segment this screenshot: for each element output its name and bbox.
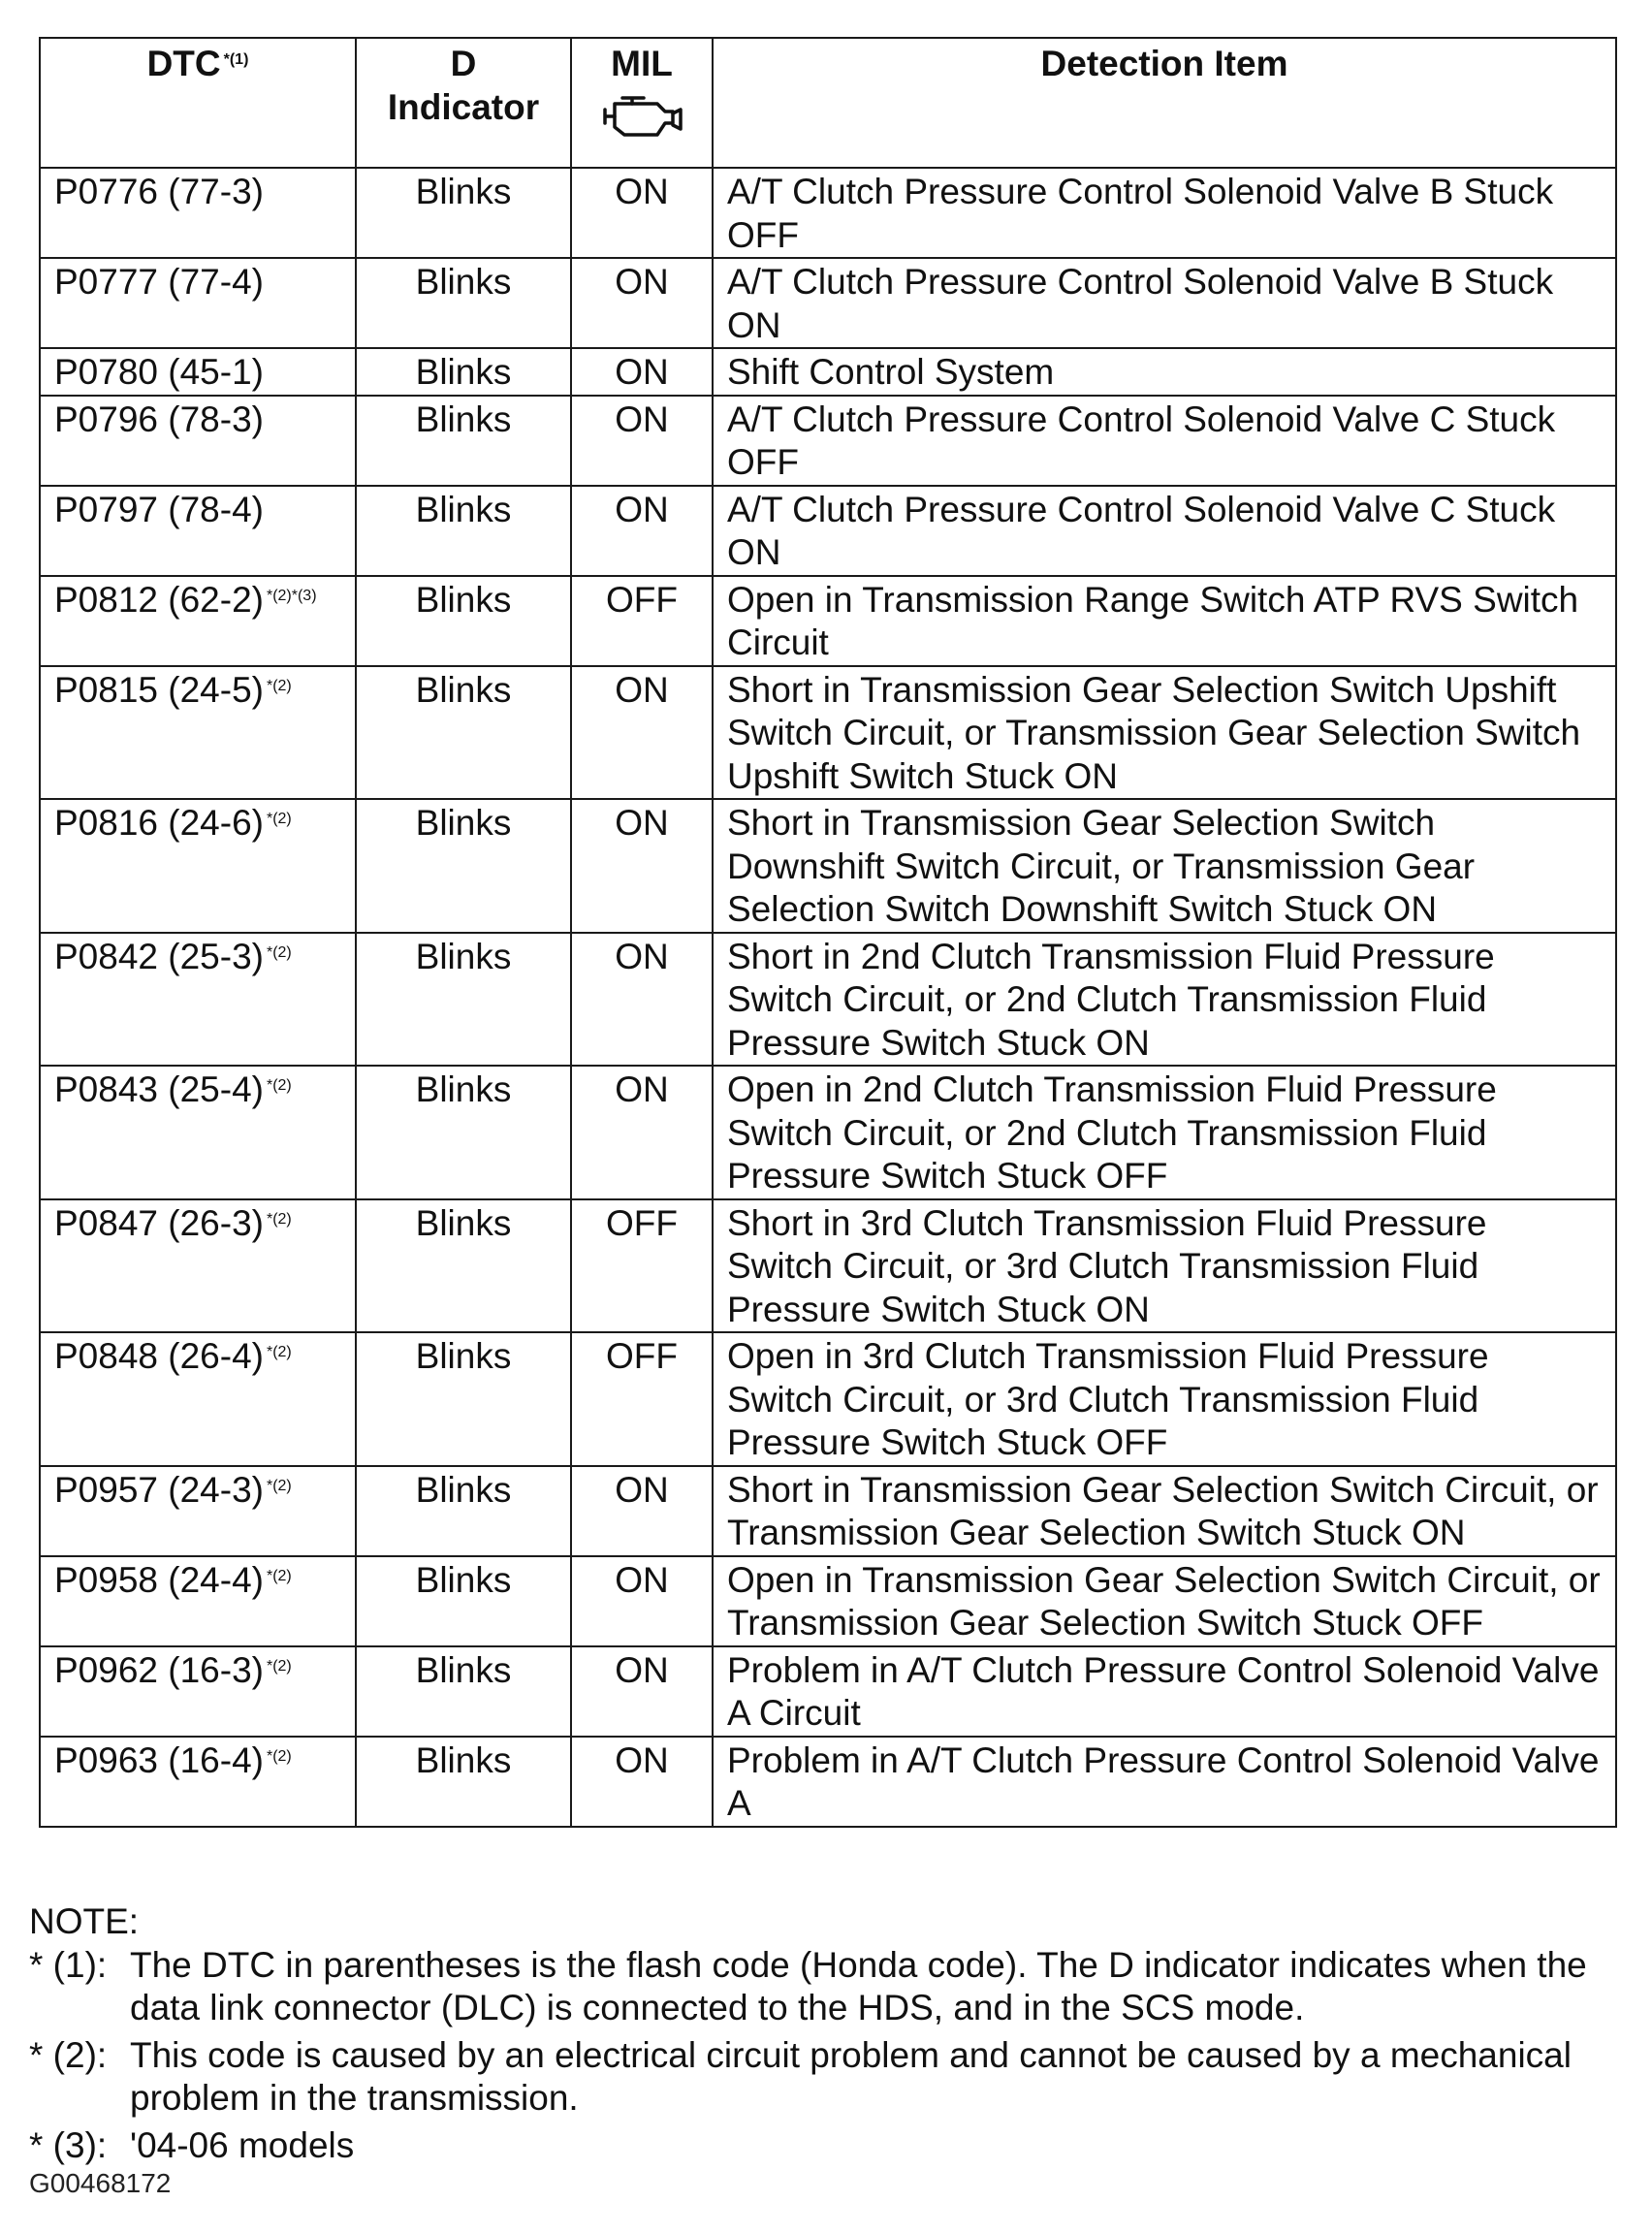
detection-item-cell-text: Open in 2nd Clutch Transmission Fluid Pressure Switch Circuit, or 2nd Clutch Transmission Fluid Pressure Switch Stuck OFF [727,1069,1497,1196]
mil-cell [571,933,713,1067]
dtc-cell-text: P0848 (26-4) [54,1336,264,1376]
mil-cell-text: ON [615,172,669,211]
footnote-ref: *(2) [266,1210,292,1228]
mil-cell [571,258,713,348]
mil-cell-text: ON [615,803,669,843]
dtc-cell-text: P0776 (77-3) [54,172,264,211]
header-mil [571,38,713,168]
d-indicator-cell [356,1646,571,1737]
dtc-cell [40,576,356,666]
dtc-cell [40,1646,356,1737]
d-indicator-cell-text: Blinks [415,489,512,529]
dtc-cell-text: P0815 (24-5) [54,669,264,710]
detection-item-cell [713,1466,1616,1556]
table-row [40,168,1616,258]
dtc-cell [40,396,356,486]
note-marker: * (2): [29,2034,108,2075]
mil-cell [571,1466,713,1556]
detection-item-cell [713,1737,1616,1827]
table-row [40,1066,1616,1199]
footnote-ref: *(2) [266,1077,292,1094]
d-indicator-cell [356,1332,571,1466]
d-indicator-cell [356,1199,571,1333]
dtc-cell-text: P0796 (78-3) [54,399,264,439]
dtc-cell-text: P0962 (16-3) [54,1649,264,1690]
detection-item-cell-text: Shift Control System [727,352,1055,392]
footnote-ref: *(2) [266,1567,292,1584]
d-indicator-cell-text: Blinks [415,669,512,710]
table-row [40,1199,1616,1333]
d-indicator-cell-text: Blinks [415,579,512,620]
d-indicator-cell [356,396,571,486]
detection-item-cell-text: Open in Transmission Range Switch ATP RVS Switch Circuit [727,579,1579,662]
detection-item-cell-text: Short in Transmission Gear Selection Switch Downshift Switch Circuit, or Transmission Gear Selection Switch Downshift Switch Stuck ON [727,803,1476,929]
mil-cell [571,576,713,666]
table-row [40,1466,1616,1556]
table-row [40,396,1616,486]
footnote-ref: *(2) [266,943,292,961]
mil-cell [571,1737,713,1827]
dtc-cell-text: P0780 (45-1) [54,352,264,392]
d-indicator-cell [356,1066,571,1199]
footnote-ref: *(2) [266,1657,292,1675]
note-text: This code is caused by an electrical circuit problem and cannot be caused by a mechanical problem in the transmission. [130,2034,1572,2118]
detection-item-cell-text: Short in 3rd Clutch Transmission Fluid Pressure Switch Circuit, or 3rd Clutch Transmission Fluid Pressure Switch Stuck ON [727,1202,1487,1329]
dtc-cell [40,258,356,348]
table-row [40,576,1616,666]
d-indicator-cell-text: Blinks [415,936,512,976]
dtc-cell-text: P0812 (62-2) [54,579,264,620]
d-indicator-cell [356,1466,571,1556]
footnote-ref: *(2) [266,1344,292,1360]
header-dtc-label: DTC [146,44,221,83]
note-item [29,2034,1629,2121]
dtc-cell [40,1466,356,1556]
d-indicator-cell [356,486,571,576]
notes-section [29,1900,1629,2167]
detection-item-cell [713,576,1616,666]
mil-cell-text: OFF [606,1202,678,1243]
dtc-cell [40,348,356,396]
dtc-table [39,37,1617,1828]
mil-cell [571,799,713,933]
mil-cell-text: ON [615,489,669,529]
note-text: The DTC in parentheses is the flash code (Honda code). The D indicator indicates when the data link connector (DLC) is connected to the HDS, and in the SCS mode. [130,1944,1587,2027]
table-row [40,799,1616,933]
note-item [29,2124,1629,2168]
d-indicator-cell [356,168,571,258]
note-text: '04-06 models [130,2124,355,2165]
note-marker: * (1): [29,1944,108,1985]
d-indicator-cell-text: Blinks [415,803,512,843]
mil-cell-text: OFF [606,1336,678,1376]
dtc-cell [40,486,356,576]
figure-id: G00468172 [29,2168,172,2198]
d-indicator-cell-text: Blinks [415,1336,512,1376]
header-d-indicator: D Indicator [356,38,571,168]
d-indicator-cell [356,576,571,666]
detection-item-cell [713,258,1616,348]
dtc-table-body [40,168,1616,1827]
table-header-row [40,38,1616,168]
dtc-cell [40,799,356,933]
detection-item-cell [713,666,1616,800]
notes-title: NOTE: [29,1901,140,1941]
footnote-ref: *(2) [266,1477,292,1494]
footnote-ref: *(2) [266,1747,292,1765]
dtc-cell-text: P0958 (24-4) [54,1559,264,1600]
mil-cell-text: ON [615,1649,669,1690]
detection-item-cell [713,933,1616,1067]
d-indicator-cell [356,933,571,1067]
detection-item-cell-text: Short in 2nd Clutch Transmission Fluid Pressure Switch Circuit, or 2nd Clutch Transmission Fluid Pressure Switch Stuck ON [727,936,1495,1063]
mil-cell-text: ON [615,936,669,976]
detection-item-cell-text: Problem in A/T Clutch Pressure Control Solenoid Valve A Circuit [727,1649,1600,1733]
dtc-cell-text: P0963 (16-4) [54,1739,264,1780]
mil-cell [571,348,713,396]
detection-item-cell [713,1556,1616,1646]
mil-cell [571,1199,713,1333]
table-row [40,348,1616,396]
dtc-cell-text: P0847 (26-3) [54,1202,264,1243]
mil-cell [571,666,713,800]
detection-item-cell-text: Short in Transmission Gear Selection Switch Upshift Switch Circuit, or Transmission Gear Selection Switch Upshift Switch Stuck ON [727,669,1581,796]
detection-item-cell [713,168,1616,258]
mil-cell-text: OFF [606,579,678,620]
table-row [40,1737,1616,1827]
dtc-cell-text: P0842 (25-3) [54,936,264,976]
detection-item-cell [713,486,1616,576]
mil-cell-text: ON [615,1069,669,1109]
note-marker: * (3): [29,2124,108,2165]
detection-item-cell-text: Short in Transmission Gear Selection Switch Circuit, or Transmission Gear Selection Switch Stuck ON [727,1469,1599,1552]
mil-cell [571,1332,713,1466]
d-indicator-cell-text: Blinks [415,1559,512,1600]
d-indicator-cell [356,799,571,933]
detection-item-cell [713,1332,1616,1466]
note-item [29,1944,1629,2030]
mil-cell [571,1066,713,1199]
mil-cell-text: ON [615,352,669,392]
mil-cell [571,168,713,258]
mil-cell [571,486,713,576]
detection-item-cell-text: A/T Clutch Pressure Control Solenoid Valve B Stuck ON [727,262,1554,345]
dtc-cell-text: P0797 (78-4) [54,489,264,529]
header-detection-item: Detection Item [713,38,1616,168]
mil-cell-text: ON [615,399,669,439]
d-indicator-cell-text: Blinks [415,352,512,392]
d-indicator-cell-text: Blinks [415,399,512,439]
table-row [40,1556,1616,1646]
dtc-cell [40,1199,356,1333]
header-mil-label: MIL [611,44,673,83]
footnote-ref: *(2)*(3) [266,587,317,604]
d-indicator-cell [356,666,571,800]
detection-item-cell [713,348,1616,396]
d-indicator-cell [356,258,571,348]
dtc-cell [40,1332,356,1466]
table-row [40,1332,1616,1466]
table-row [40,933,1616,1067]
table-row [40,486,1616,576]
footnote-ref: *(2) [266,677,292,694]
table-row [40,258,1616,348]
d-indicator-cell [356,1556,571,1646]
dtc-cell [40,933,356,1067]
dtc-cell-text: P0843 (25-4) [54,1069,264,1109]
d-indicator-cell [356,348,571,396]
detection-item-cell [713,799,1616,933]
d-indicator-cell-text: Blinks [415,1739,512,1780]
dtc-cell-text: P0957 (24-3) [54,1469,264,1510]
detection-item-cell [713,1646,1616,1737]
table-row [40,1646,1616,1737]
dtc-cell [40,1556,356,1646]
dtc-cell [40,1066,356,1199]
detection-item-cell-text: A/T Clutch Pressure Control Solenoid Valve C Stuck OFF [727,399,1556,482]
d-indicator-cell [356,1737,571,1827]
mil-cell-text: ON [615,1559,669,1600]
d-indicator-cell-text: Blinks [415,1469,512,1510]
detection-item-cell-text: Open in 3rd Clutch Transmission Fluid Pressure Switch Circuit, or 3rd Clutch Transmission Fluid Pressure Switch Stuck OFF [727,1336,1489,1462]
dtc-cell [40,666,356,800]
dtc-cell [40,1737,356,1827]
detection-item-cell-text: A/T Clutch Pressure Control Solenoid Valve B Stuck OFF [727,172,1554,255]
mil-cell-text: ON [615,1469,669,1510]
detection-item-cell [713,1199,1616,1333]
dtc-cell-text: P0816 (24-6) [54,803,264,843]
detection-item-cell-text: A/T Clutch Pressure Control Solenoid Valve C Stuck ON [727,489,1556,572]
mil-cell-text: ON [615,262,669,302]
mil-cell-text: ON [615,1739,669,1780]
mil-cell [571,1646,713,1737]
header-dtc-footnote-ref: *(1) [223,51,249,68]
detection-item-cell [713,396,1616,486]
detection-item-cell [713,1066,1616,1199]
table-row [40,666,1616,800]
d-indicator-cell-text: Blinks [415,1649,512,1690]
dtc-cell [40,168,356,258]
mil-cell [571,1556,713,1646]
dtc-cell-text: P0777 (77-4) [54,262,264,302]
mil-cell-text: ON [615,669,669,710]
detection-item-cell-text: Problem in A/T Clutch Pressure Control Solenoid Valve A [727,1739,1600,1823]
footnote-ref: *(2) [266,811,292,827]
header-dtc [40,38,356,168]
d-indicator-cell-text: Blinks [415,262,512,302]
detection-item-cell-text: Open in Transmission Gear Selection Switch Circuit, or Transmission Gear Selection Switch Stuck OFF [727,1559,1601,1643]
d-indicator-cell-text: Blinks [415,1069,512,1109]
mil-cell [571,396,713,486]
check-engine-icon [597,90,686,144]
d-indicator-cell-text: Blinks [415,172,512,211]
d-indicator-cell-text: Blinks [415,1202,512,1243]
notes-list [29,1944,1629,2168]
